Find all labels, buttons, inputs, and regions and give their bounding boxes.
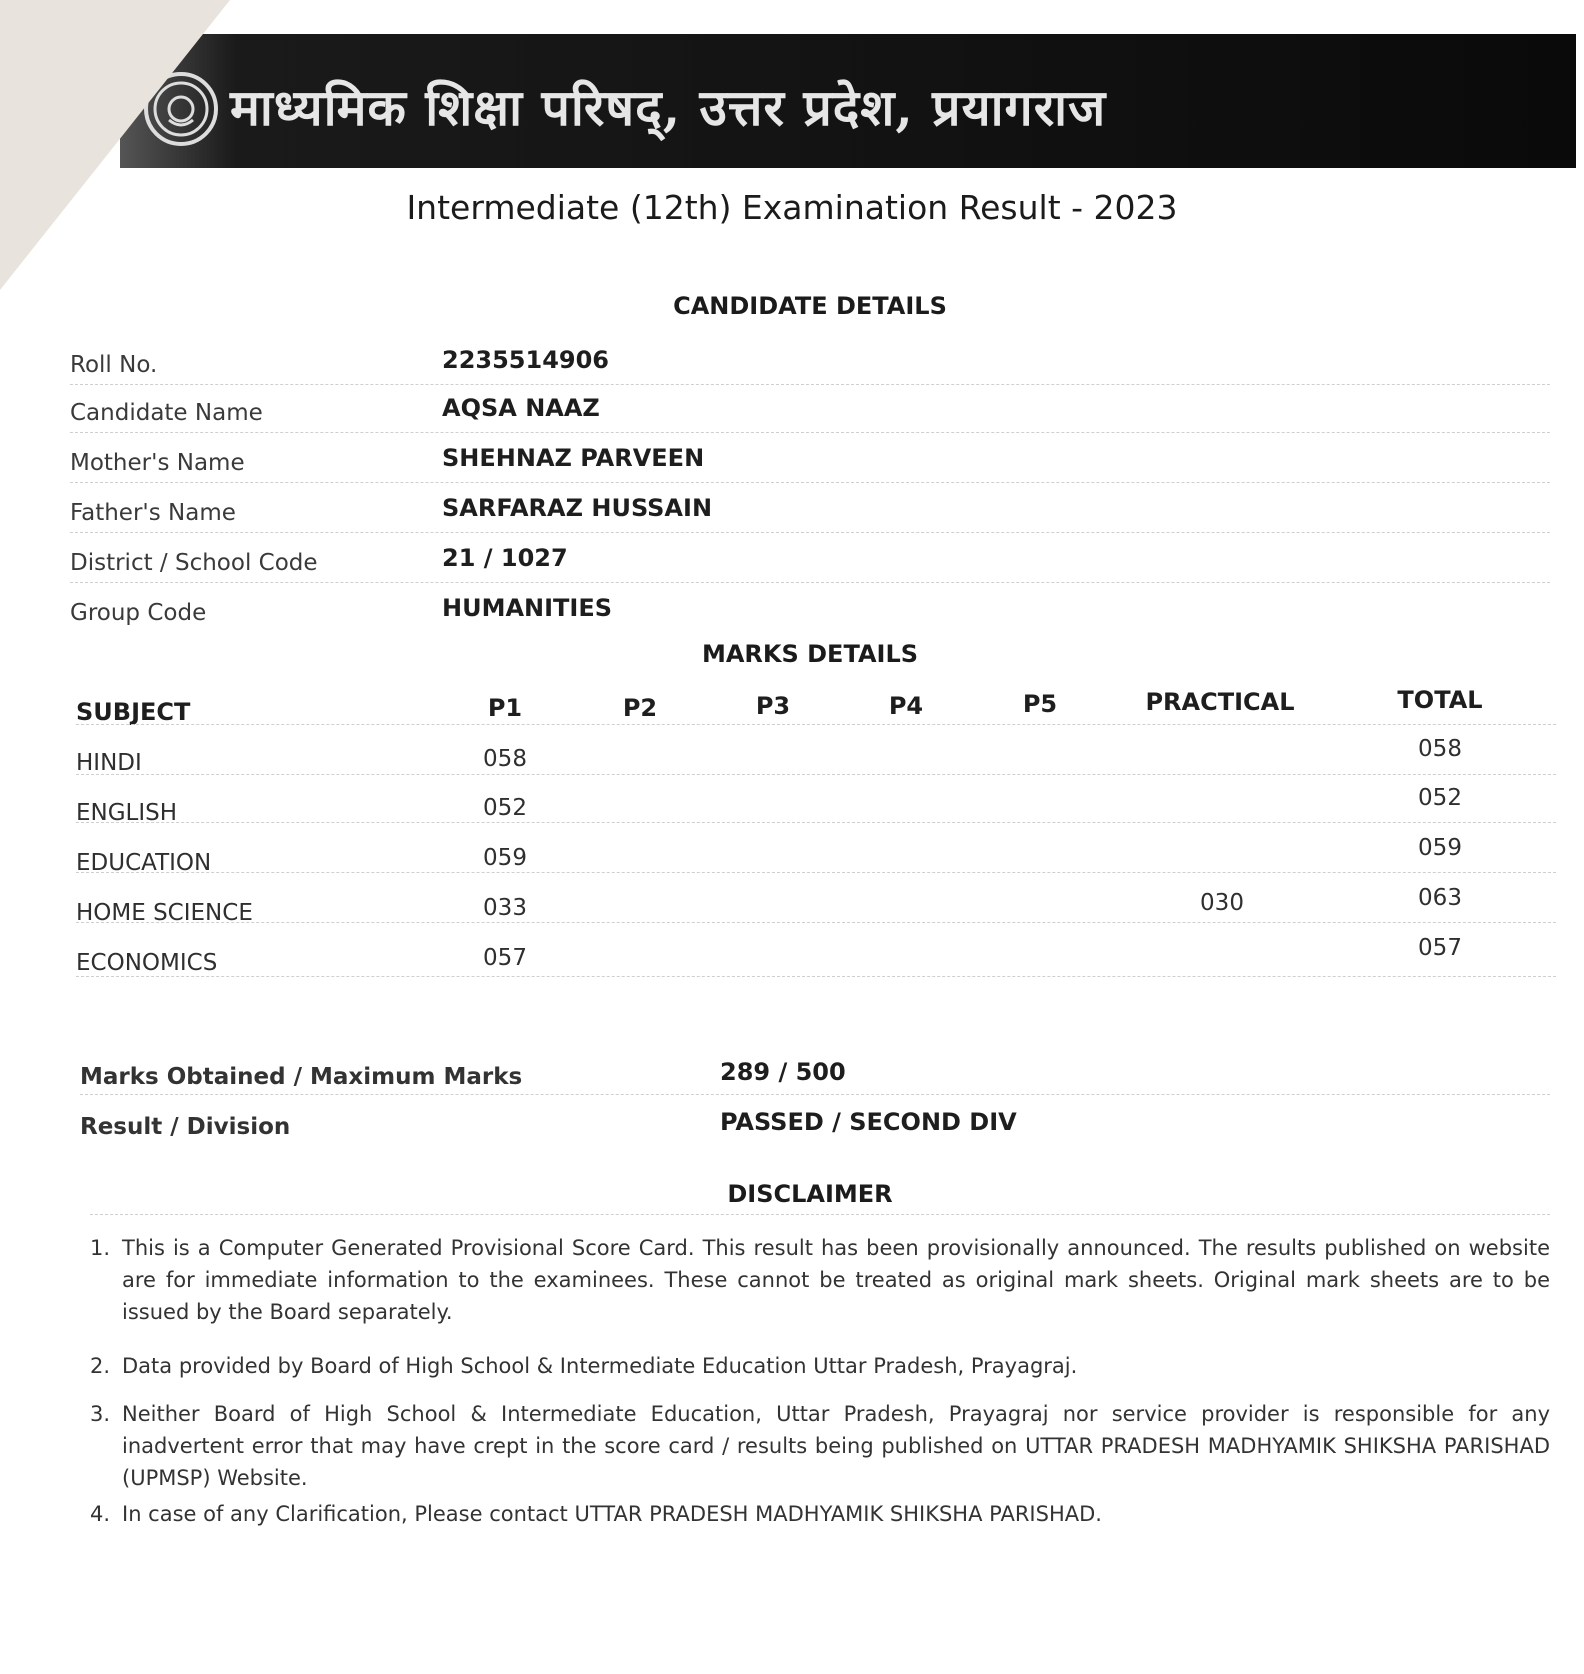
divider	[80, 1094, 1550, 1095]
divider	[70, 432, 1550, 433]
divider	[76, 822, 1556, 823]
fathers-name-value: SARFARAZ HUSSAIN	[442, 494, 713, 522]
marks-details-heading: MARKS DETAILS	[701, 640, 919, 668]
divider	[76, 922, 1556, 923]
paper-corner-fold	[0, 0, 230, 290]
total-mark: 063	[1418, 885, 1462, 911]
result-division-label: Result / Division	[80, 1114, 291, 1140]
disclaimer-number: 4.	[90, 1502, 111, 1526]
fathers-name-label: Father's Name	[70, 500, 236, 526]
col-header-p1: P1	[487, 694, 523, 722]
disclaimer-item	[90, 1398, 1550, 1494]
divider	[70, 582, 1550, 583]
total-mark: 057	[1418, 935, 1462, 961]
p1-mark: 033	[483, 895, 527, 921]
divider	[76, 872, 1556, 873]
total-mark: 059	[1418, 835, 1462, 861]
disclaimer-heading: DISCLAIMER	[727, 1180, 893, 1208]
p1-mark: 059	[483, 845, 527, 871]
candidate-name-value: AQSA NAAZ	[442, 394, 600, 422]
result-division-value: PASSED / SECOND DIV	[720, 1108, 1017, 1136]
subject-name: HOME SCIENCE	[76, 900, 253, 926]
roll-no-label: Roll No.	[70, 352, 158, 378]
practical-mark: 030	[1200, 890, 1244, 916]
district-school-code-value: 21 / 1027	[442, 544, 568, 572]
district-school-code-label: District / School Code	[70, 550, 318, 576]
col-header-practical: PRACTICAL	[1145, 688, 1295, 716]
col-header-total: TOTAL	[1397, 686, 1483, 714]
header-band	[120, 34, 1576, 168]
disclaimer-item	[90, 1350, 1550, 1382]
divider	[76, 724, 1556, 725]
marks-obtained-label: Marks Obtained / Maximum Marks	[80, 1064, 523, 1090]
divider	[90, 1214, 1550, 1215]
col-header-p5: P5	[1022, 690, 1058, 718]
p1-mark: 057	[483, 945, 527, 971]
group-code-value: HUMANITIES	[442, 594, 613, 622]
divider	[70, 482, 1550, 483]
roll-no-value: 2235514906	[442, 346, 609, 374]
col-header-p3: P3	[755, 692, 791, 720]
col-header-subject: SUBJECT	[76, 698, 191, 726]
col-header-p4: P4	[888, 692, 924, 720]
candidate-details-heading: CANDIDATE DETAILS	[673, 292, 947, 320]
subject-name: ECONOMICS	[76, 950, 218, 976]
total-mark: 052	[1418, 785, 1462, 811]
disclaimer-text: Neither Board of High School & Intermediate Education, Uttar Pradesh, Prayagraj nor service provider is responsible for any inadvertent error that may have crept in the score card / results being published on UTTAR PRADESH MADHYAMIK SHIKSHA PARISHAD (UPMSP) Website.	[122, 1402, 1550, 1490]
divider	[70, 532, 1550, 533]
board-title: माध्यमिक शिक्षा परिषद्, उत्तर प्रदेश, प्रयागराज	[230, 78, 1107, 137]
subject-name: HINDI	[76, 750, 142, 776]
disclaimer-text: In case of any Clarification, Please contact UTTAR PRADESH MADHYAMIK SHIKSHA PARISHAD.	[122, 1502, 1102, 1526]
disclaimer-number: 1.	[90, 1236, 111, 1260]
subject-name: ENGLISH	[76, 800, 178, 826]
disclaimer-item	[90, 1498, 1550, 1530]
divider	[76, 774, 1556, 775]
disclaimer-number: 2.	[90, 1354, 111, 1378]
p1-mark: 052	[483, 795, 527, 821]
disclaimer-text: Data provided by Board of High School & Intermediate Education Uttar Pradesh, Prayagraj.	[122, 1354, 1078, 1378]
disclaimer-item	[90, 1232, 1550, 1328]
col-header-p2: P2	[622, 694, 658, 722]
disclaimer-number: 3.	[90, 1402, 111, 1426]
mothers-name-value: SHEHNAZ PARVEEN	[442, 444, 705, 472]
total-mark: 058	[1418, 736, 1462, 762]
marks-obtained-value: 289 / 500	[720, 1058, 846, 1086]
exam-title: Intermediate (12th) Examination Result - 2023	[406, 188, 1178, 227]
mothers-name-label: Mother's Name	[70, 450, 245, 476]
subject-name: EDUCATION	[76, 850, 212, 876]
group-code-label: Group Code	[70, 600, 207, 626]
p1-mark: 058	[483, 746, 527, 772]
candidate-name-label: Candidate Name	[70, 400, 263, 426]
disclaimer-text: This is a Computer Generated Provisional Score Card. This result has been provisionally announced. The results published on website are for immediate information to the examinees. These cannot be treated as original mark sheets. Original mark sheets are to be issued by the Board separately.	[122, 1236, 1550, 1324]
divider	[76, 976, 1556, 977]
divider	[70, 384, 1550, 385]
